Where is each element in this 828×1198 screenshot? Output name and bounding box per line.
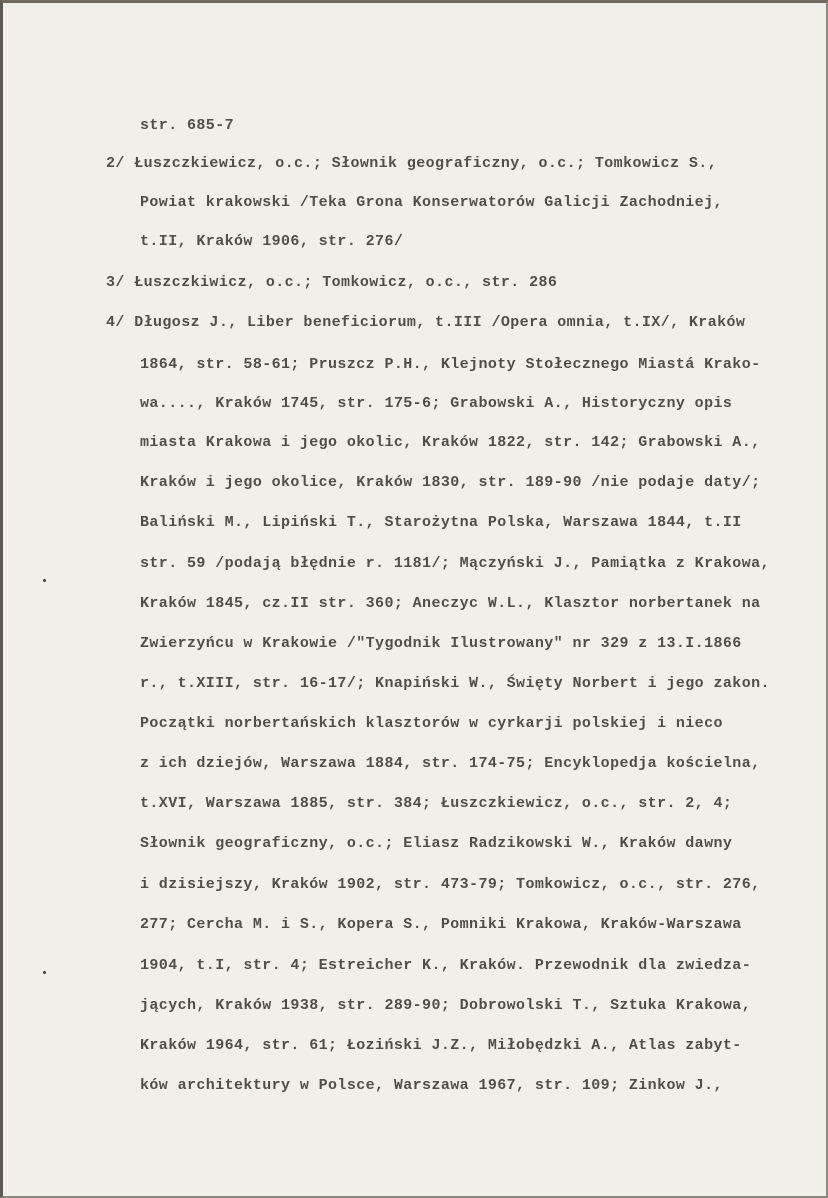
text-line: t.II, Kraków 1906, str. 276/ bbox=[140, 233, 404, 250]
text-line: 1904, t.I, str. 4; Estreicher K., Kraków. Przewodnik dla zwiedza- bbox=[140, 957, 752, 974]
text-line: Kraków i jego okolice, Kraków 1830, str. 189-90 /nie podaje daty/; bbox=[140, 474, 761, 491]
text-line: 277; Cercha M. i S., Kopera S., Pomniki Krakowa, Kraków-Warszawa bbox=[140, 916, 742, 933]
text-line: z ich dziejów, Warszawa 1884, str. 174-75; Encyklopedja kościelna, bbox=[140, 755, 761, 772]
footnote-4-line: 4/ Długosz J., Liber beneficiorum, t.III /Opera omnia, t.IX/, Kraków bbox=[106, 314, 746, 331]
text-line: str. 59 /podają błędnie r. 1181/; Mączyński J., Pamiątka z Krakowa, bbox=[140, 555, 770, 572]
text-line: Początki norbertańskich klasztorów w cyrkarji polskiej i nieco bbox=[140, 715, 723, 732]
ink-dot bbox=[43, 971, 46, 974]
text-line: Słownik geograficzny, o.c.; Eliasz Radzikowski W., Kraków dawny bbox=[140, 835, 733, 852]
text-line: Kraków 1964, str. 61; Łoziński J.Z., Miłobędzki A., Atlas zabyt- bbox=[140, 1037, 742, 1054]
text-line: i dzisiejszy, Kraków 1902, str. 473-79; Tomkowicz, o.c., str. 276, bbox=[140, 876, 761, 893]
text-line: 1864, str. 58-61; Pruszcz P.H., Klejnoty Stołecznego Miastá Krako- bbox=[140, 356, 761, 373]
text-line: str. 685-7 bbox=[140, 117, 235, 134]
text-line: r., t.XIII, str. 16-17/; Knapiński W., Święty Norbert i jego zakon. bbox=[140, 675, 770, 692]
text-line: t.XVI, Warszawa 1885, str. 384; Łuszczkiewicz, o.c., str. 2, 4; bbox=[140, 795, 733, 812]
footnote-3-line: 3/ Łuszczkiwicz, o.c.; Tomkowicz, o.c., str. 286 bbox=[106, 274, 558, 291]
text-line: Zwierzyńcu w Krakowie /"Tygodnik Ilustrowany" nr 329 z 13.I.1866 bbox=[140, 635, 742, 652]
footnote-2-line: 2/ Łuszczkiewicz, o.c.; Słownik geograficzny, o.c.; Tomkowicz S., bbox=[106, 155, 718, 172]
text-line: Baliński M., Lipiński T., Starożytna Polska, Warszawa 1844, t.II bbox=[140, 514, 742, 531]
text-line: miasta Krakowa i jego okolic, Kraków 1822, str. 142; Grabowski A., bbox=[140, 434, 761, 451]
text-line: wa...., Kraków 1745, str. 175-6; Grabowski A., Historyczny opis bbox=[140, 395, 733, 412]
text-line: ków architektury w Polsce, Warszawa 1967, str. 109; Zinkow J., bbox=[140, 1077, 723, 1094]
text-line: Kraków 1845, cz.II str. 360; Aneczyc W.L., Klasztor norbertanek na bbox=[140, 595, 761, 612]
text-line: jących, Kraków 1938, str. 289-90; Dobrowolski T., Sztuka Krakowa, bbox=[140, 997, 752, 1014]
ink-dot bbox=[43, 579, 46, 582]
text-line: Powiat krakowski /Teka Grona Konserwatorów Galicji Zachodniej, bbox=[140, 194, 723, 211]
